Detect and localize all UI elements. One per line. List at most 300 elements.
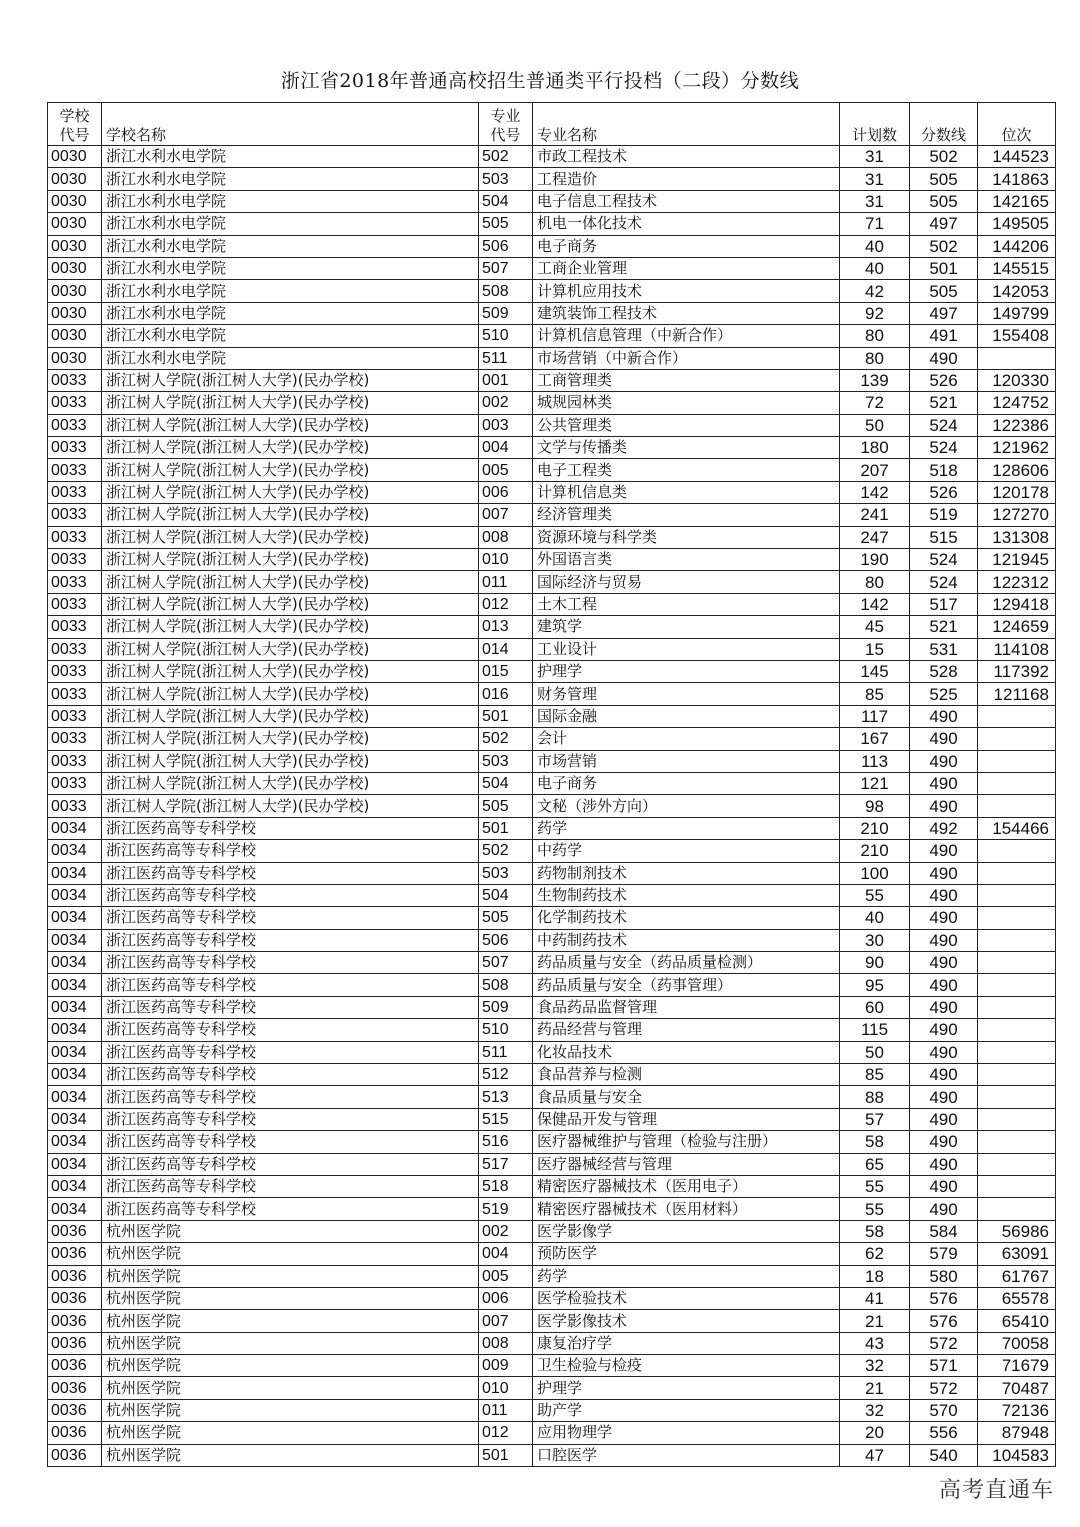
plan-cell: 241: [840, 504, 910, 526]
school-name-cell: 浙江水利水电学院: [102, 257, 479, 279]
table-row: [48, 414, 1056, 436]
major-code-cell: 004: [479, 437, 533, 459]
school-name-cell: 浙江树人学院(浙江树人大学)(民办学校): [102, 683, 479, 705]
major-code-cell: 501: [479, 817, 533, 839]
plan-cell: 145: [840, 660, 910, 682]
table-row: [48, 369, 1056, 391]
table-row: [48, 1422, 1056, 1444]
plan-cell: 100: [840, 862, 910, 884]
plan-cell: 47: [840, 1444, 910, 1466]
major-code-cell: 009: [479, 1355, 533, 1377]
school-name-cell: 浙江树人学院(浙江树人大学)(民办学校): [102, 459, 479, 481]
major-name-cell: 工程造价: [533, 168, 840, 190]
school-code-cell: 0036: [48, 1220, 102, 1242]
score-cell: 490: [910, 728, 978, 750]
school-name-cell: 浙江医药高等专科学校: [102, 862, 479, 884]
table-row: [48, 235, 1056, 257]
plan-cell: 113: [840, 750, 910, 772]
major-name-cell: 建筑学: [533, 616, 840, 638]
rank-cell: 61767: [978, 1265, 1056, 1287]
major-code-cell: 504: [479, 190, 533, 212]
school-code-cell: 0033: [48, 750, 102, 772]
major-name-cell: 药物制剂技术: [533, 862, 840, 884]
rank-cell: 70058: [978, 1332, 1056, 1354]
school-name-cell: 浙江树人学院(浙江树人大学)(民办学校): [102, 392, 479, 414]
plan-cell: 18: [840, 1265, 910, 1287]
table-row: [48, 190, 1056, 212]
school-code-cell: 0030: [48, 146, 102, 168]
school-name-cell: 浙江医药高等专科学校: [102, 1019, 479, 1041]
school-code-cell: 0034: [48, 1108, 102, 1130]
table-row: [48, 1287, 1056, 1309]
school-name-cell: 浙江树人学院(浙江树人大学)(民办学校): [102, 437, 479, 459]
school-code-cell: 0034: [48, 1153, 102, 1175]
rank-cell: [978, 1175, 1056, 1197]
major-code-cell: 007: [479, 504, 533, 526]
rank-cell: 149799: [978, 302, 1056, 324]
plan-cell: 21: [840, 1310, 910, 1332]
major-name-cell: 护理学: [533, 660, 840, 682]
plan-cell: 117: [840, 705, 910, 727]
major-name-cell: 康复治疗学: [533, 1332, 840, 1354]
plan-cell: 80: [840, 325, 910, 347]
table-row: [48, 213, 1056, 235]
major-code-cell: 003: [479, 414, 533, 436]
major-name-cell: 预防医学: [533, 1243, 840, 1265]
school-name-cell: 浙江水利水电学院: [102, 168, 479, 190]
school-code-cell: 0036: [48, 1377, 102, 1399]
rank-cell: [978, 1064, 1056, 1086]
major-name-cell: 生物制药技术: [533, 884, 840, 906]
major-name-cell: 土木工程: [533, 593, 840, 615]
school-name-cell: 浙江医药高等专科学校: [102, 929, 479, 951]
school-code-cell: 0030: [48, 213, 102, 235]
rank-cell: 144206: [978, 235, 1056, 257]
major-code-cell: 502: [479, 146, 533, 168]
school-code-cell: 0033: [48, 638, 102, 660]
major-code-cell: 006: [479, 1287, 533, 1309]
table-row: [48, 168, 1056, 190]
school-code-cell: 0033: [48, 593, 102, 615]
major-name-cell: 药品质量与安全（药事管理）: [533, 974, 840, 996]
table-row: [48, 616, 1056, 638]
school-code-cell: 0036: [48, 1243, 102, 1265]
rank-cell: [978, 795, 1056, 817]
plan-cell: 142: [840, 593, 910, 615]
score-cell: 490: [910, 1064, 978, 1086]
rank-cell: [978, 728, 1056, 750]
rank-cell: 56986: [978, 1220, 1056, 1242]
score-cell: 521: [910, 392, 978, 414]
score-cell: 490: [910, 996, 978, 1018]
table-row: [48, 795, 1056, 817]
school-code-cell: 0033: [48, 571, 102, 593]
school-name-cell: 浙江水利水电学院: [102, 213, 479, 235]
school-name-cell: 浙江医药高等专科学校: [102, 974, 479, 996]
school-code-cell: 0033: [48, 616, 102, 638]
plan-cell: 32: [840, 1399, 910, 1421]
rank-cell: 145515: [978, 257, 1056, 279]
plan-cell: 45: [840, 616, 910, 638]
plan-cell: 20: [840, 1422, 910, 1444]
watermark: 高考直通车: [938, 1478, 1054, 1503]
school-name-cell: 杭州医学院: [102, 1422, 479, 1444]
school-name-cell: 杭州医学院: [102, 1332, 479, 1354]
major-name-cell: 市场营销（中新合作）: [533, 347, 840, 369]
plan-cell: 90: [840, 952, 910, 974]
major-code-cell: 012: [479, 593, 533, 615]
rank-cell: 121962: [978, 437, 1056, 459]
school-name-cell: 浙江树人学院(浙江树人大学)(民办学校): [102, 705, 479, 727]
major-code-cell: 504: [479, 884, 533, 906]
major-code-cell: 517: [479, 1153, 533, 1175]
major-code-cell: 515: [479, 1108, 533, 1130]
table-row: [48, 1153, 1056, 1175]
table-row: [48, 1131, 1056, 1153]
school-code-cell: 0033: [48, 504, 102, 526]
major-code-cell: 503: [479, 750, 533, 772]
major-name-cell: 电子商务: [533, 235, 840, 257]
school-code-cell: 0036: [48, 1399, 102, 1421]
school-name-cell: 浙江医药高等专科学校: [102, 1131, 479, 1153]
plan-cell: 42: [840, 280, 910, 302]
table-row: [48, 1108, 1056, 1130]
school-code-cell: 0034: [48, 1064, 102, 1086]
major-name-cell: 资源环境与科学类: [533, 526, 840, 548]
plan-cell: 58: [840, 1131, 910, 1153]
plan-cell: 31: [840, 146, 910, 168]
score-cell: 576: [910, 1287, 978, 1309]
school-name-cell: 杭州医学院: [102, 1444, 479, 1466]
rank-cell: 142053: [978, 280, 1056, 302]
major-name-cell: 电子商务: [533, 772, 840, 794]
table-row: [48, 907, 1056, 929]
table-row: [48, 392, 1056, 414]
rank-cell: 121945: [978, 549, 1056, 571]
school-code-cell: 0034: [48, 952, 102, 974]
plan-cell: 80: [840, 571, 910, 593]
rank-cell: 149505: [978, 213, 1056, 235]
rank-cell: 121168: [978, 683, 1056, 705]
school-code-cell: 0030: [48, 190, 102, 212]
school-name-cell: 杭州医学院: [102, 1287, 479, 1309]
major-name-cell: 外国语言类: [533, 549, 840, 571]
major-name-cell: 食品质量与安全: [533, 1086, 840, 1108]
rank-cell: 129418: [978, 593, 1056, 615]
school-name-cell: 浙江树人学院(浙江树人大学)(民办学校): [102, 526, 479, 548]
table-row: [48, 549, 1056, 571]
school-code-cell: 0036: [48, 1265, 102, 1287]
major-name-cell: 经济管理类: [533, 504, 840, 526]
major-code-cell: 509: [479, 996, 533, 1018]
score-cell: 490: [910, 1108, 978, 1130]
major-code-cell: 006: [479, 481, 533, 503]
major-code-cell: 016: [479, 683, 533, 705]
major-code-cell: 507: [479, 257, 533, 279]
major-name-cell: 工业设计: [533, 638, 840, 660]
rank-cell: [978, 347, 1056, 369]
table-row: [48, 347, 1056, 369]
school-code-cell: 0034: [48, 907, 102, 929]
school-name-cell: 杭州医学院: [102, 1399, 479, 1421]
major-code-cell: 005: [479, 459, 533, 481]
rank-cell: [978, 1131, 1056, 1153]
plan-cell: 167: [840, 728, 910, 750]
major-name-cell: 国际经济与贸易: [533, 571, 840, 593]
major-name-cell: 应用物理学: [533, 1422, 840, 1444]
table-row: [48, 302, 1056, 324]
major-code-cell: 505: [479, 795, 533, 817]
major-code-cell: 011: [479, 1399, 533, 1421]
score-cell: 572: [910, 1377, 978, 1399]
school-code-cell: 0033: [48, 414, 102, 436]
major-name-cell: 化学制药技术: [533, 907, 840, 929]
table-row: [48, 750, 1056, 772]
score-cell: 490: [910, 1019, 978, 1041]
school-name-cell: 浙江树人学院(浙江树人大学)(民办学校): [102, 616, 479, 638]
score-cell: 524: [910, 571, 978, 593]
plan-cell: 50: [840, 414, 910, 436]
school-name-cell: 浙江医药高等专科学校: [102, 1064, 479, 1086]
plan-cell: 210: [840, 817, 910, 839]
rank-cell: 131308: [978, 526, 1056, 548]
header-school-code: 学校 代号: [48, 103, 102, 146]
score-cell: 526: [910, 369, 978, 391]
table-row: [48, 728, 1056, 750]
major-code-cell: 004: [479, 1243, 533, 1265]
school-code-cell: 0033: [48, 526, 102, 548]
rank-cell: [978, 996, 1056, 1018]
rank-cell: [978, 705, 1056, 727]
header-plan: 计划数: [840, 103, 910, 146]
major-code-cell: 007: [479, 1310, 533, 1332]
school-code-cell: 0033: [48, 683, 102, 705]
score-cell: 518: [910, 459, 978, 481]
plan-cell: 190: [840, 549, 910, 571]
major-code-cell: 012: [479, 1422, 533, 1444]
table-row: [48, 705, 1056, 727]
school-code-cell: 0033: [48, 795, 102, 817]
school-name-cell: 杭州医学院: [102, 1243, 479, 1265]
major-code-cell: 508: [479, 280, 533, 302]
plan-cell: 40: [840, 235, 910, 257]
rank-cell: 122386: [978, 414, 1056, 436]
score-cell: 490: [910, 705, 978, 727]
rank-cell: [978, 750, 1056, 772]
major-name-cell: 精密医疗器械技术（医用材料）: [533, 1198, 840, 1220]
school-code-cell: 0033: [48, 481, 102, 503]
major-code-cell: 516: [479, 1131, 533, 1153]
school-name-cell: 浙江水利水电学院: [102, 190, 479, 212]
table-row: [48, 571, 1056, 593]
school-name-cell: 浙江医药高等专科学校: [102, 1108, 479, 1130]
major-code-cell: 501: [479, 1444, 533, 1466]
rank-cell: [978, 952, 1056, 974]
school-code-cell: 0030: [48, 347, 102, 369]
table-row: [48, 952, 1056, 974]
major-code-cell: 008: [479, 1332, 533, 1354]
school-name-cell: 浙江医药高等专科学校: [102, 996, 479, 1018]
major-code-cell: 010: [479, 549, 533, 571]
major-code-cell: 505: [479, 907, 533, 929]
major-name-cell: 药品经营与管理: [533, 1019, 840, 1041]
score-cell: 490: [910, 862, 978, 884]
major-code-cell: 503: [479, 862, 533, 884]
rank-cell: 154466: [978, 817, 1056, 839]
score-cell: 519: [910, 504, 978, 526]
school-code-cell: 0036: [48, 1287, 102, 1309]
plan-cell: 142: [840, 481, 910, 503]
school-name-cell: 杭州医学院: [102, 1220, 479, 1242]
school-code-cell: 0034: [48, 840, 102, 862]
rank-cell: 70487: [978, 1377, 1056, 1399]
plan-cell: 247: [840, 526, 910, 548]
score-cell: 497: [910, 302, 978, 324]
major-code-cell: 002: [479, 1220, 533, 1242]
rank-cell: 127270: [978, 504, 1056, 526]
major-code-cell: 011: [479, 571, 533, 593]
table-row: [48, 1265, 1056, 1287]
table-row: [48, 840, 1056, 862]
school-name-cell: 浙江医药高等专科学校: [102, 840, 479, 862]
school-code-cell: 0033: [48, 549, 102, 571]
score-cell: 502: [910, 235, 978, 257]
school-code-cell: 0034: [48, 817, 102, 839]
plan-cell: 60: [840, 996, 910, 1018]
school-name-cell: 杭州医学院: [102, 1377, 479, 1399]
major-name-cell: 市场营销: [533, 750, 840, 772]
major-name-cell: 公共管理类: [533, 414, 840, 436]
major-code-cell: 511: [479, 1041, 533, 1063]
major-name-cell: 药品质量与安全（药品质量检测）: [533, 952, 840, 974]
table-row: [48, 862, 1056, 884]
score-cell: 490: [910, 929, 978, 951]
school-code-cell: 0033: [48, 369, 102, 391]
major-code-cell: 505: [479, 213, 533, 235]
major-code-cell: 015: [479, 660, 533, 682]
school-code-cell: 0030: [48, 168, 102, 190]
rank-cell: [978, 884, 1056, 906]
plan-cell: 92: [840, 302, 910, 324]
major-code-cell: 014: [479, 638, 533, 660]
page-title: 浙江省2018年普通高校招生普通类平行投档（二段）分数线: [280, 70, 800, 92]
school-name-cell: 浙江树人学院(浙江树人大学)(民办学校): [102, 414, 479, 436]
score-cell: 505: [910, 168, 978, 190]
plan-cell: 43: [840, 1332, 910, 1354]
plan-cell: 80: [840, 347, 910, 369]
table-row: [48, 481, 1056, 503]
score-cell: 521: [910, 616, 978, 638]
school-code-cell: 0036: [48, 1355, 102, 1377]
major-code-cell: 501: [479, 705, 533, 727]
rank-cell: 142165: [978, 190, 1056, 212]
header-score: 分数线: [910, 103, 978, 146]
table-row: [48, 459, 1056, 481]
score-cell: 556: [910, 1422, 978, 1444]
school-code-cell: 0034: [48, 1041, 102, 1063]
rank-cell: [978, 929, 1056, 951]
table-row: [48, 325, 1056, 347]
score-cell: 540: [910, 1444, 978, 1466]
rank-cell: 120330: [978, 369, 1056, 391]
school-name-cell: 浙江水利水电学院: [102, 146, 479, 168]
score-cell: 492: [910, 817, 978, 839]
rank-cell: 124752: [978, 392, 1056, 414]
score-cell: 490: [910, 1086, 978, 1108]
plan-cell: 115: [840, 1019, 910, 1041]
score-cell: 570: [910, 1399, 978, 1421]
rank-cell: 87948: [978, 1422, 1056, 1444]
plan-cell: 55: [840, 884, 910, 906]
table-row: [48, 526, 1056, 548]
table-row: [48, 593, 1056, 615]
score-cell: 501: [910, 257, 978, 279]
table-row: [48, 1019, 1056, 1041]
school-code-cell: 0034: [48, 1019, 102, 1041]
plan-cell: 62: [840, 1243, 910, 1265]
major-code-cell: 008: [479, 526, 533, 548]
table-row: [48, 1399, 1056, 1421]
major-name-cell: 护理学: [533, 1377, 840, 1399]
major-name-cell: 化妆品技术: [533, 1041, 840, 1063]
school-name-cell: 浙江树人学院(浙江树人大学)(民办学校): [102, 750, 479, 772]
school-code-cell: 0033: [48, 728, 102, 750]
major-code-cell: 511: [479, 347, 533, 369]
major-code-cell: 013: [479, 616, 533, 638]
major-code-cell: 519: [479, 1198, 533, 1220]
school-name-cell: 杭州医学院: [102, 1355, 479, 1377]
rank-cell: 72136: [978, 1399, 1056, 1421]
rank-cell: [978, 840, 1056, 862]
plan-cell: 207: [840, 459, 910, 481]
major-code-cell: 507: [479, 952, 533, 974]
rank-cell: 104583: [978, 1444, 1056, 1466]
score-cell: 584: [910, 1220, 978, 1242]
major-name-cell: 食品营养与检测: [533, 1064, 840, 1086]
table-row: [48, 683, 1056, 705]
major-code-cell: 513: [479, 1086, 533, 1108]
header-major-name: 专业名称: [533, 103, 840, 146]
table-row: [48, 638, 1056, 660]
major-name-cell: 保健品开发与管理: [533, 1108, 840, 1130]
major-code-cell: 506: [479, 929, 533, 951]
score-cell: 490: [910, 347, 978, 369]
rank-cell: 155408: [978, 325, 1056, 347]
major-name-cell: 医学影像学: [533, 1220, 840, 1242]
plan-cell: 85: [840, 1064, 910, 1086]
major-name-cell: 文秘（涉外方向）: [533, 795, 840, 817]
plan-cell: 41: [840, 1287, 910, 1309]
school-name-cell: 浙江水利水电学院: [102, 347, 479, 369]
major-name-cell: 中药制药技术: [533, 929, 840, 951]
table-row: [48, 884, 1056, 906]
plan-cell: 40: [840, 907, 910, 929]
school-code-cell: 0034: [48, 1175, 102, 1197]
school-name-cell: 浙江树人学院(浙江树人大学)(民办学校): [102, 795, 479, 817]
school-code-cell: 0030: [48, 302, 102, 324]
plan-cell: 50: [840, 1041, 910, 1063]
school-name-cell: 浙江水利水电学院: [102, 302, 479, 324]
rank-cell: [978, 1086, 1056, 1108]
school-code-cell: 0033: [48, 437, 102, 459]
score-cell: 525: [910, 683, 978, 705]
table-row: [48, 1444, 1056, 1466]
table-row: [48, 146, 1056, 168]
school-name-cell: 浙江树人学院(浙江树人大学)(民办学校): [102, 571, 479, 593]
plan-cell: 72: [840, 392, 910, 414]
school-name-cell: 浙江树人学院(浙江树人大学)(民办学校): [102, 369, 479, 391]
table-row: [48, 1220, 1056, 1242]
